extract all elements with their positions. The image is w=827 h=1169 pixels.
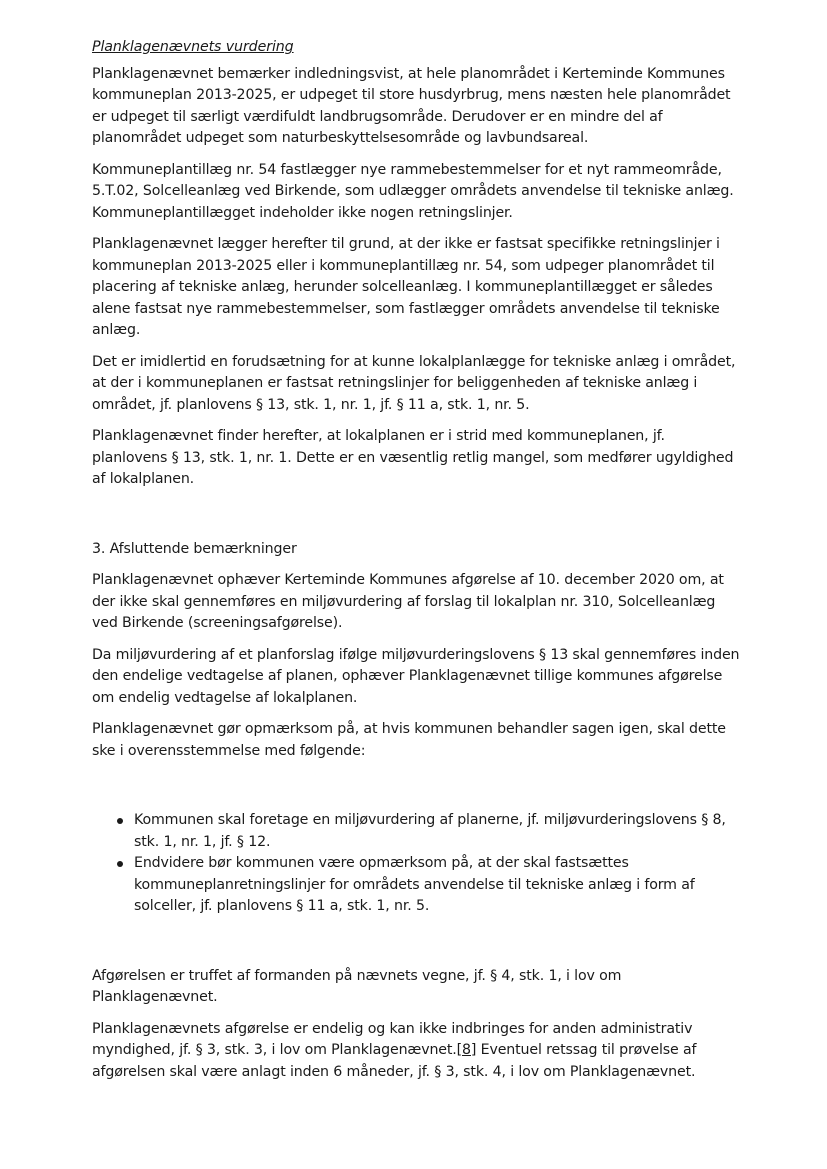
paragraph: Da miljøvurdering af et planforslag ifølge miljøvurderingslovens § 13 skal gennemføres inden den endelige vedtagelse af planen, ophæver Planklagenævnet tillige kommunes afgørelse om endelig vedtagelse af lokalplanen. bbox=[92, 646, 740, 706]
list-item: Kommunen skal foretage en miljøvurdering af planerne, jf. miljøvurderingslovens § 8, stk. 1, nr. 1, jf. § 12. bbox=[134, 810, 742, 853]
final-text-part2: Eventuel retssag til prøvelse af afgørelsen skal være anlagt inden 6 måneder, jf. § 3, stk. 4, i lov om Planklagenævnet. bbox=[92, 1042, 697, 1080]
paragraph: Planklagenævnet ophæver Kerteminde Kommunes afgørelse af 10. december 2020 om, at der ikke skal gennemføres en miljøvurdering af forslag til lokalplan nr. 310, Solcelleanlæg ved Birkende (screeningsafgørelse). bbox=[92, 572, 724, 631]
paragraph-formand: Afgørelsen er truffet af formanden på nævnets vegne, jf. § 4, stk. 1, i lov om Planklagenævnet. bbox=[92, 967, 622, 1005]
requirements-list bbox=[92, 810, 742, 918]
document-page bbox=[92, 37, 742, 1093]
section-heading-vurdering: Planklagenævnets vurdering bbox=[92, 39, 294, 55]
section-title-afsluttende: 3. Afsluttende bemærkninger bbox=[92, 540, 297, 557]
footnote-link[interactable]: [8] bbox=[456, 1042, 477, 1058]
paragraph: Kommuneplantillæg nr. 54 fastlægger nye rammebestemmelser for et nyt rammeområde, 5.T.02, Solcelleanlæg ved Birkende, som udlægger områdets anvendelse til tekniske anlæg. Kommuneplantillægget indeholder ikke nogen retningslinjer. bbox=[92, 161, 734, 221]
paragraph: Planklagenævnet bemærker indledningsvist, at hele planområdet i Kerteminde Kommunes kommuneplan 2013-2025, er udpeget til store husdyrbrug, mens næsten hele planområdet er udpeget til særligt værdifuldt landbrugsområde. Derudover er en mindre del af planområdet udpeget som naturbeskyttelsesområde og lavbundsareal. bbox=[92, 65, 731, 146]
paragraph: Planklagenævnet finder herefter, at lokalplanen er i strid med kommuneplanen, jf. planlovens § 13, stk. 1, nr. 1. Dette er en væsentlig retlig mangel, som medfører ugyldighed af lokalplanen. bbox=[92, 428, 734, 487]
list-item: Endvidere bør kommunen være opmærksom på, at der skal fastsættes kommuneplanretningslinjer for områdets anvendelse til tekniske anlæg i form af solceller, jf. planlovens § 11 a, stk. 1, nr. 5. bbox=[134, 853, 742, 918]
paragraph: Det er imidlertid en forudsætning for at kunne lokalplanlægge for tekniske anlæg i området, at der i kommuneplanen er fastsat retningslinjer for beliggenheden af tekniske anlæg i området, jf. planlovens § 13, stk. 1, nr. 1, jf. § 11 a, stk. 1, nr. 5. bbox=[92, 353, 736, 413]
paragraph: Planklagenævnet lægger herefter til grund, at der ikke er fastsat specifikke retningslinjer i kommuneplan 2013-2025 eller i kommuneplantillæg nr. 54, som udpeger planområdet til placering af tekniske anlæg, herunder solcelleanlæg. I kommuneplantillægget er således alene fastsat nye rammebestemmelser, som fastlægger områdets anvendelse til tekniske anlæg. bbox=[92, 236, 720, 338]
paragraph: Planklagenævnet gør opmærksom på, at hvis kommunen behandler sagen igen, skal dette ske i overensstemmelse med følgende: bbox=[92, 721, 726, 759]
final-text-part1: Planklagenævnets afgørelse er endelig og kan ikke indbringes for anden administrativ myndighed, jf. § 3, stk. 3, i lov om Planklagenævnet. bbox=[92, 1020, 693, 1058]
paragraph-final bbox=[92, 1019, 742, 1084]
